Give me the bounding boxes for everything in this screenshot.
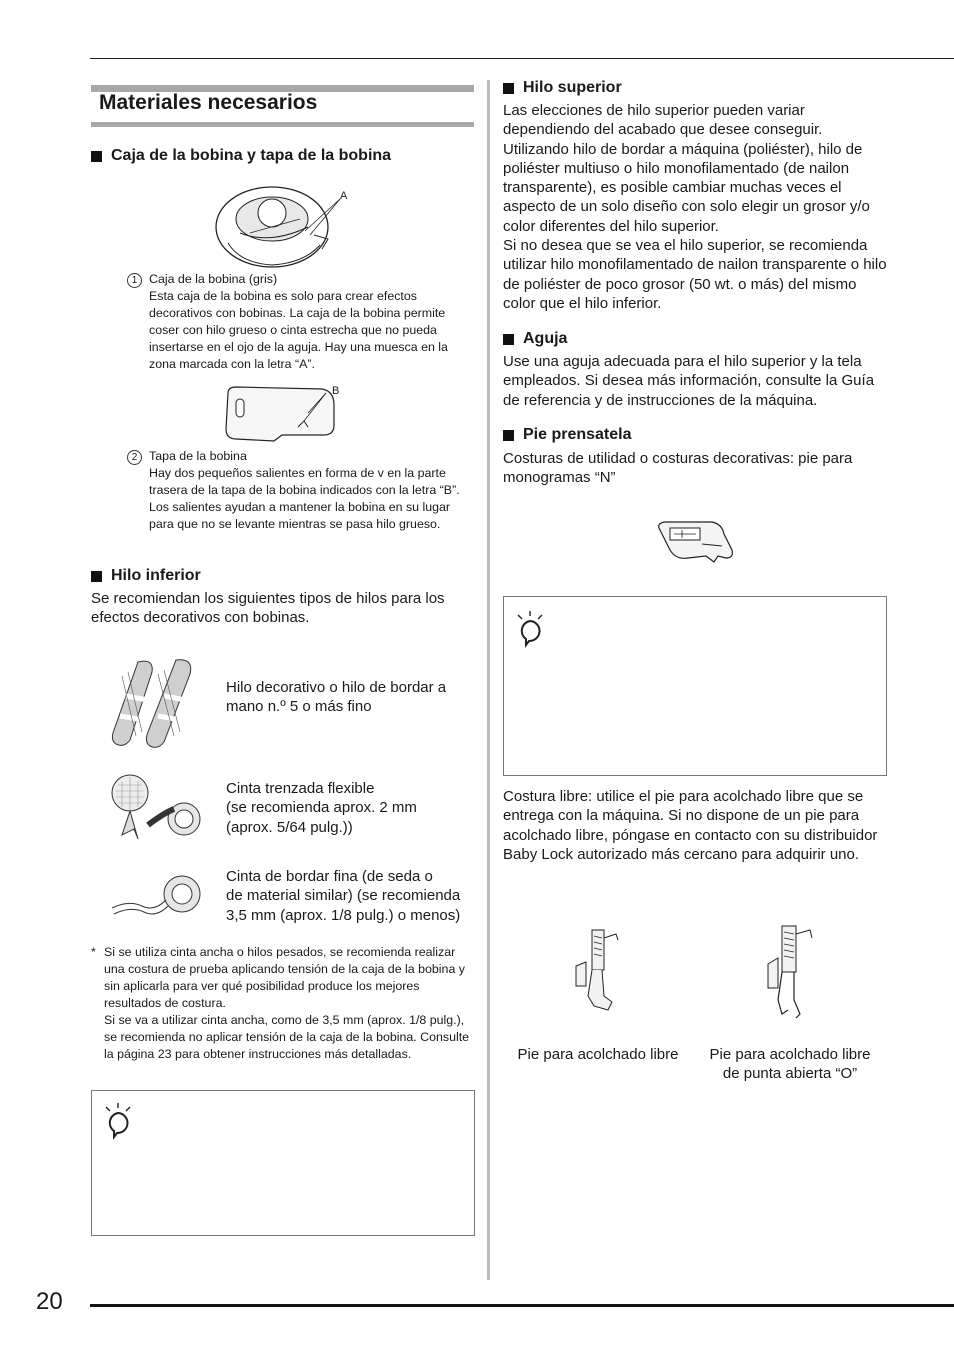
footnote-text2: Si se va a utilizar cinta ancha, como de 3,5 mm (aprox. 1/8 pulg.), se recomienda no aplicar tensión de la caja de la bobina. Consulte la página 23 para obtener instrucciones más detalladas. <box>104 1013 470 1061</box>
bottom-rule <box>90 1304 954 1307</box>
thread3-label: Cinta de bordar fina (de seda o de material similar) (se recomienda 3,5 mm (aprox. 1/8 pulg.) o menos) <box>226 868 461 924</box>
presser-foot-text: Costuras de utilidad o costuras decorativas: pie para monogramas “N” <box>503 450 853 487</box>
note-bulb-icon <box>100 1101 136 1141</box>
footnote <box>104 944 474 1063</box>
foot1-caption: Pie para acolchado libre <box>517 1046 679 1063</box>
square-bullet-icon <box>91 151 102 162</box>
needle-text: Use una aguja adecuada para el hilo superior y la tela empleados. Si desea más información, consulte la Guía de referencia y de instrucciones de la máquina. <box>503 353 875 409</box>
item2-text2: Los salientes ayudan a mantener la bobina en su lugar para que no se levante mientras se pasa hilo grueso. <box>149 500 451 531</box>
embroidery-floss-illustration <box>108 656 204 750</box>
upper-thread-heading: Hilo superior <box>503 79 622 97</box>
note-box-right <box>503 596 887 776</box>
bobbin-cover-illustration <box>222 383 340 443</box>
thread1-label: Hilo decorativo o hilo de bordar a mano n.º 5 o más fino <box>226 679 447 716</box>
free-motion-foot-illustration <box>568 926 624 1014</box>
bobbin-case-illustration <box>210 183 360 271</box>
column-separator <box>487 80 490 1280</box>
item1-description <box>149 271 473 373</box>
item2-title: Tapa de la bobina <box>149 449 247 463</box>
thread2-label: Cinta trenzada flexible (se recomienda aprox. 2 mm (aprox. 5/64 pulg.)) <box>226 780 417 836</box>
item2-text1: Hay dos pequeños salientes en forma de v en la parte trasera de la tapa de la bobina indicados con la letra “B”. <box>149 466 460 497</box>
top-rule <box>90 58 954 59</box>
footnote-text1: Si se utiliza cinta ancha o hilos pesados, se recomienda realizar una costura de prueba aplicando tensión de la caja de la bobina y sin aplicarla para ver qué posibilidad produce los mejores resultados de costura. <box>104 945 465 1010</box>
open-toe-free-motion-foot-illustration <box>760 922 816 1020</box>
lower-thread-heading: Hilo inferior <box>91 567 201 585</box>
title-bar-bottom <box>91 122 474 127</box>
footnote-mark: * <box>91 945 96 959</box>
item2-description <box>149 448 473 533</box>
square-bullet-icon <box>91 571 102 582</box>
square-bullet-icon <box>503 83 514 94</box>
note-bulb-icon <box>512 609 548 649</box>
note-box-left <box>91 1090 475 1236</box>
silk-ribbon-illustration <box>108 866 204 926</box>
item1-title: Caja de la bobina (gris) <box>149 272 278 286</box>
monogram-foot-illustration <box>652 516 736 566</box>
foot2-caption: Pie para acolchado libre de punta abierta “O” <box>709 1046 871 1083</box>
upper-thread-text: Las elecciones de hilo superior pueden variar dependiendo del acabado que desee conseguir. Utilizando hilo de bordar a máquina (poliéster), hilo de poliéster multiuso o hilo monofilamentado (de nailon transparente), es posible cambiar muchas veces el aspecto de un solo diseño con solo elegir un grosor y/o color diferentes del hilo superior. Si no desea que se vea el hilo superior, se recomienda utilizar hilo monofilamentado de nailon transparente o hilo de poliéster de poco grosor (50 wt. o más) del mismo color que el hilo inferior. <box>503 102 887 312</box>
lower-thread-text: Se recomiendan los siguientes tipos de hilos para los efectos decorativos con bobinas. <box>91 590 445 627</box>
figure-label-b: B <box>332 385 340 397</box>
item1-number-circle: 1 <box>127 271 142 288</box>
free-motion-text: Costura libre: utilice el pie para acolchado libre que se entrega con la máquina. Si no dispone de un pie para acolchado libre, póngase en contacto con su distribuidor Baby Lock autorizado más cercano para adquirir uno. <box>503 788 878 863</box>
square-bullet-icon <box>503 430 514 441</box>
page-number: 20 <box>36 1288 63 1315</box>
figure-label-a: A <box>340 190 348 202</box>
item1-text: Esta caja de la bobina es solo para crear efectos decorativos con bobinas. La caja de la bobina permite coser con hilo grueso o cinta estrecha que no pueda insertarse en el ojo de la aguja. Hay una muesca en la zona marcada con la letra “A”. <box>149 289 448 371</box>
item2-number-circle: 2 <box>127 448 142 465</box>
square-bullet-icon <box>503 334 514 345</box>
section-title: Materiales necesarios <box>99 91 318 114</box>
braided-ribbon-illustration <box>108 773 204 845</box>
bobbin-heading: Caja de la bobina y tapa de la bobina <box>91 147 391 165</box>
needle-heading: Aguja <box>503 330 567 348</box>
presser-foot-heading: Pie prensatela <box>503 426 632 444</box>
